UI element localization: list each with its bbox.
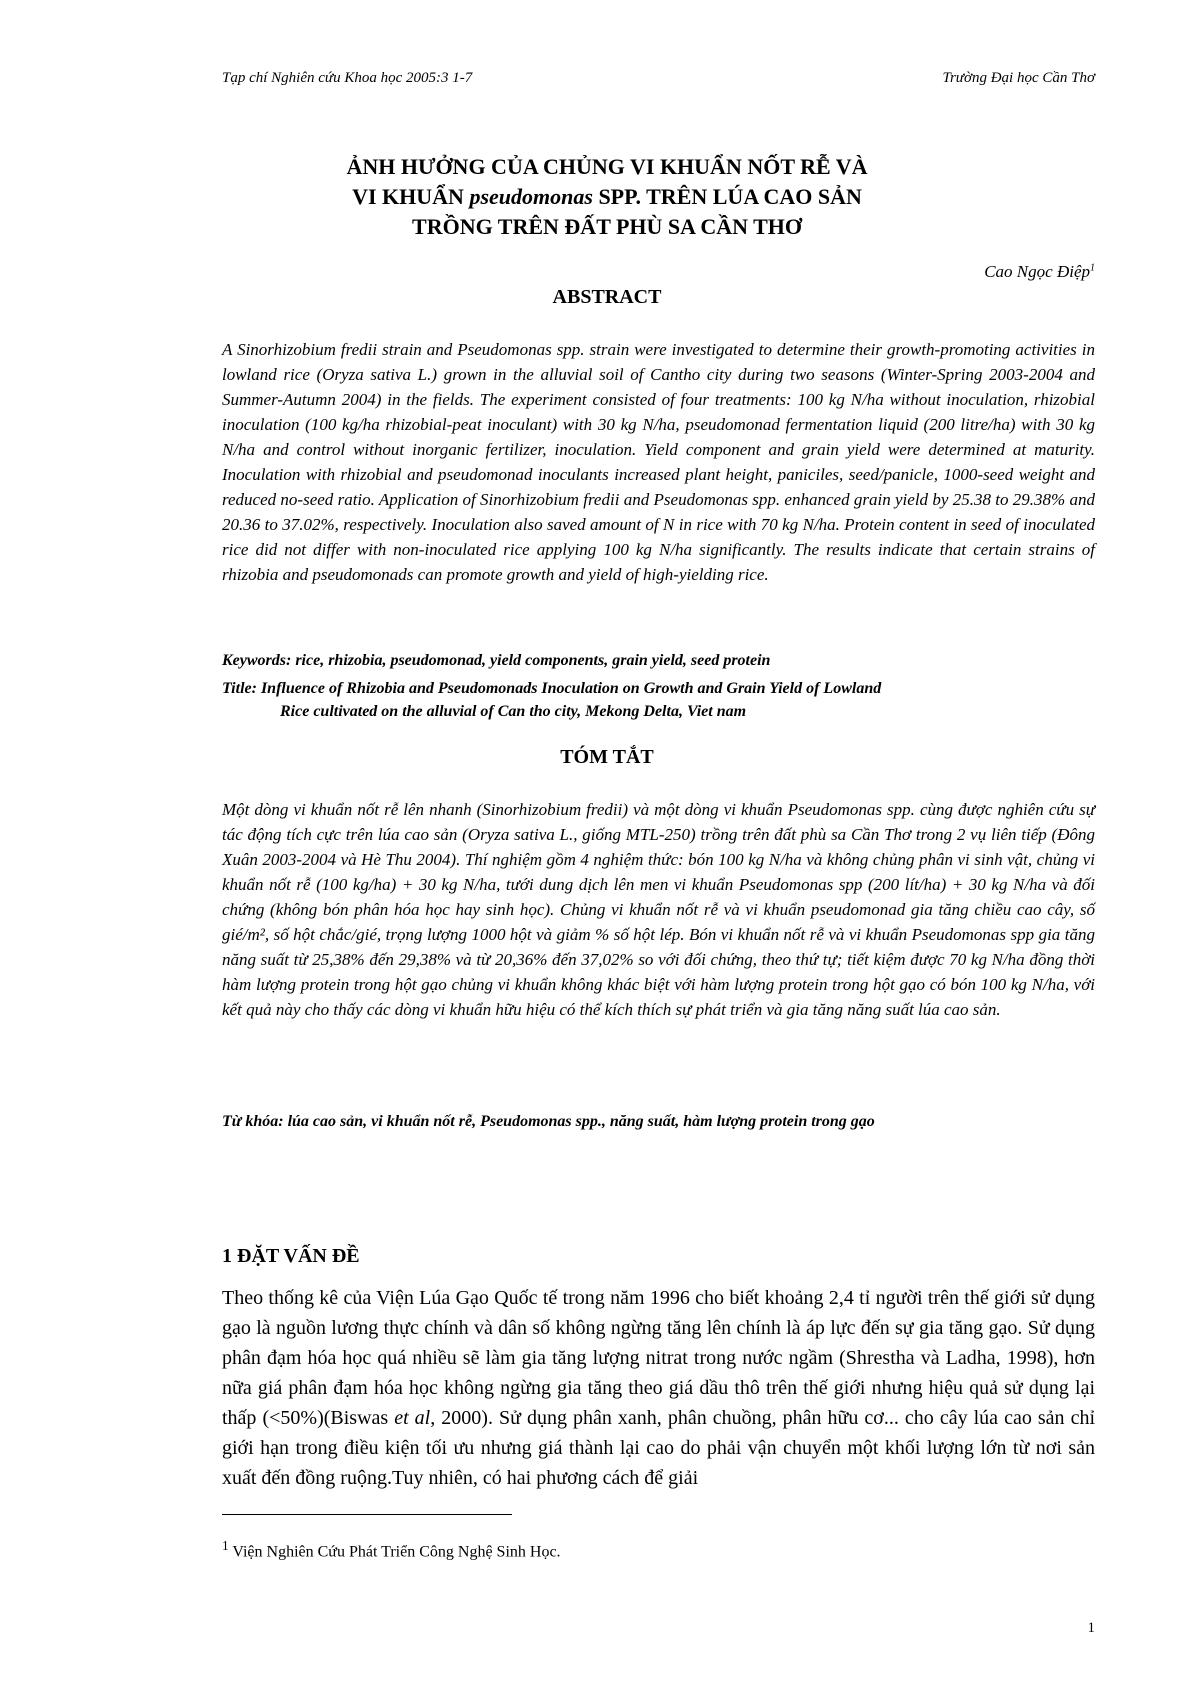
journal-header: Tạp chí Nghiên cứu Khoa học 2005:3 1-7	[222, 70, 473, 86]
footnote-mark: 1	[222, 1538, 229, 1553]
author-name: Cao Ngọc Điệp	[984, 262, 1090, 281]
english-title-line-1: Title: Influence of Rhizobia and Pseudomonads Inoculation on Growth and Grain Yield of Lowland	[222, 680, 882, 697]
title-line-2-post: SPP. TRÊN LÚA CAO SẢN	[592, 184, 862, 209]
section-1-text-a: Theo thống kê của Viện Lúa Gạo Quốc tế trong năm 1996 cho biết khoảng 2,4 tỉ người trên thế giới sử dụng gạo là nguồn lương thực chính và dân số không ngừng tăng lên chính là áp lực đến sự gia tăng gạo. Sử dụng phân đạm hóa học quá nhiều sẽ làm gia tăng lượng nitrat trong nước ngầm (Shrestha và Ladha, 1998), hơn nữa giá phân đạm hóa học không ngừng gia tăng theo giá dầu thô trên thế giới nhưng hiệu quả sử dụng lại thấp (<50%)(Biswas	[222, 1287, 1095, 1429]
english-title	[222, 677, 1095, 723]
section-1-text-b: , 2000). Sử dụng phân xanh, phân chuồng, phân hữu cơ... cho cây lúa cao sản chỉ giới hạn trong điều kiện tối ưu nhưng giá thành lại cao do phải vận chuyển một khối lượng lớn từ nơi sản xuất đến đồng ruộng.Tuy nhiên, có hai phương cách để giải	[222, 1407, 1096, 1489]
abstract-keywords: Keywords: rice, rhizobia, pseudomonad, yield components, grain yield, seed protein	[222, 652, 771, 669]
author-affiliation-mark: 1	[1090, 262, 1095, 274]
title-species: pseudomonas	[469, 184, 593, 209]
section-1-text	[222, 1283, 1095, 1493]
footnote-rule	[222, 1514, 512, 1515]
abstract-heading: ABSTRACT	[552, 286, 662, 308]
university-header: Trường Đại học Cần Thơ	[942, 70, 1095, 86]
title-line-1: ẢNH HƯỞNG CỦA CHỦNG VI KHUẨN NỐT RỄ VÀ	[346, 154, 868, 179]
tomtat-heading: TÓM TẮT	[560, 746, 654, 768]
citation-et-al: et al	[394, 1407, 431, 1429]
paper-title	[222, 152, 992, 242]
title-line-3: TRỒNG TRÊN ĐẤT PHÙ SA CẦN THƠ	[412, 214, 802, 239]
english-title-line-2: Rice cultivated on the alluvial of Can tho city, Mekong Delta, Viet nam	[280, 703, 747, 720]
title-line-2-pre: VI KHUẨN	[352, 184, 470, 209]
section-1-heading: 1 ĐẶT VẤN ĐỀ	[222, 1245, 360, 1267]
page-number: 1	[1087, 1620, 1095, 1636]
abstract-text: A Sinorhizobium fredii strain and Pseudomonas spp. strain were investigated to determine their growth-promoting activities in lowland rice (Oryza sativa L.) grown in the alluvial soil of Cantho city during two seasons (Winter-Spring 2003-2004 and Summer-Autumn 2004) in the fields. The experiment consisted of four treatments: 100 kg N/ha without inoculation, rhizobial inoculation (100 kg/ha rhizobial-peat inoculant) with 30 kg N/ha, pseudomonad fermentation liquid (200 litre/ha) with 30 kg N/ha and control without inorganic fertilizer, inoculation. Yield component and grain yield were determined at maturity. Inoculation with rhizobial and pseudomonad inoculants increased plant height, paniciles, seed/panicle, 1000-seed weight and reduced no-seed ratio. Application of Sinorhizobium fredii and Pseudomonas spp. enhanced grain yield by 25.38 to 29.38% and 20.36 to 37.02%, respectively. Inoculation also saved amount of N in rice with 70 kg N/ha. Protein content in seed of inoculated rice did not differ with non-inoculated rice applying 100 kg N/ha significantly. The results indicate that certain strains of rhizobia and pseudomonads can promote growth and yield of high-yielding rice.	[222, 340, 1095, 584]
author	[984, 262, 1095, 282]
title-line-2	[222, 182, 992, 212]
footnote	[222, 1538, 561, 1561]
tomtat-text: Một dòng vi khuẩn nốt rễ lên nhanh (Sinorhizobium fredii) và một dòng vi khuẩn Pseudomonas spp. cùng được nghiên cứu sự tác động tích cực trên lúa cao sản (Oryza sativa L., giống MTL-250) trồng trên đất phù sa Cần Thơ trong 2 vụ liên tiếp (Đông Xuân 2003-2004 và Hè Thu 2004). Thí nghiệm gồm 4 nghiệm thức: bón 100 kg N/ha và không chủng phân vi sinh vật, chủng vi khuẩn nốt rễ (100 kg/ha) + 30 kg N/ha, tưới dung dịch lên men vi khuẩn Pseudomonas spp (200 lít/ha) + 30 kg N/ha và đối chứng (không bón phân hóa học hay sinh học). Chủng vi khuẩn nốt rễ và vi khuẩn pseudomonad gia tăng chiều cao cây, số gié/m², số hột chắc/gié, trọng lượng 1000 hột và giảm % số hột lép. Bón vi khuẩn nốt rễ và vi khuẩn Pseudomonas spp gia tăng năng suất từ 25,38% đến 29,38% và từ 20,36% đến 37,02% so với đối chứng, theo thứ tự; tiết kiệm được 70 kg N/ha đồng thời hàm lượng protein trong hột gạo chủng vi khuẩn không khác biệt với hàm lượng protein trong hột gạo có bón 100 kg N/ha, với kết quả này cho thấy các dòng vi khuẩn hữu hiệu có thể kích thích sự phát triển và gia tăng năng suất lúa cao sản.	[222, 800, 1095, 1019]
tomtat-keywords: Từ khóa: lúa cao sản, vi khuẩn nốt rễ, Pseudomonas spp., năng suất, hàm lượng protein trong gạo	[222, 1113, 875, 1130]
footnote-text: Viện Nghiên Cứu Phát Triển Công Nghệ Sinh Học.	[228, 1543, 561, 1561]
